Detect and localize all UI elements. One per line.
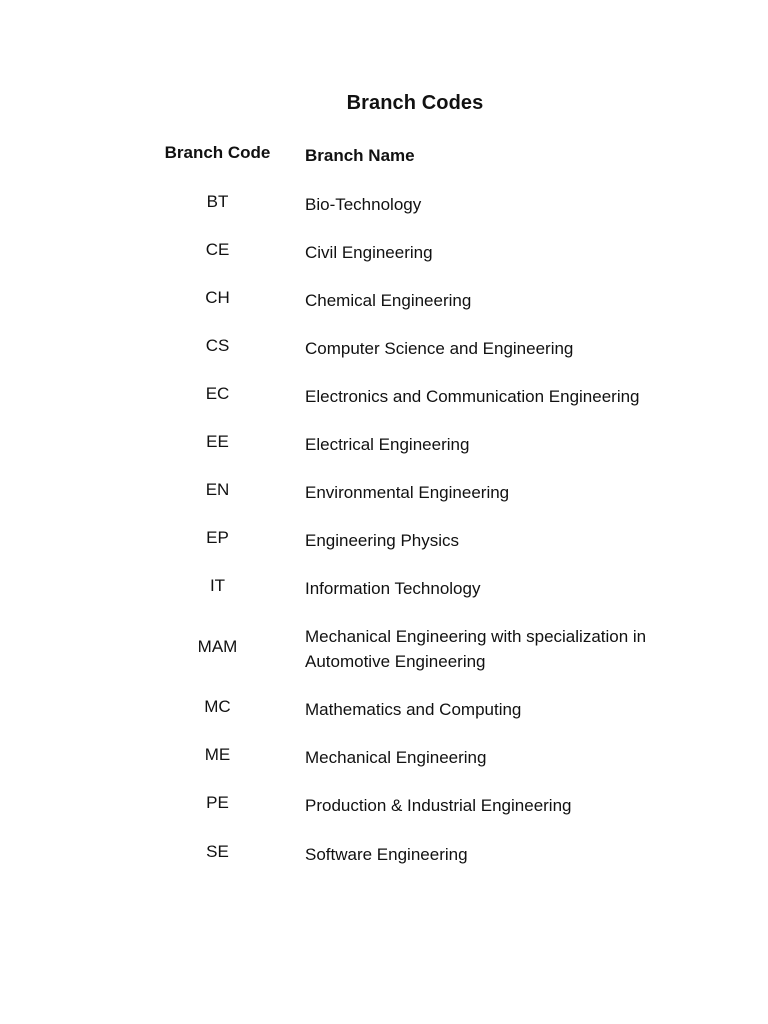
branch-code-cell: CE — [205, 240, 230, 259]
branch-name-cell: Mechanical Engineering — [305, 748, 487, 767]
header-branch-name: Branch Name — [305, 146, 415, 165]
page-title: Branch Codes — [346, 92, 484, 114]
branch-name-line: Automotive Engineering — [305, 652, 486, 671]
branch-name-cell: Information Technology — [305, 579, 481, 598]
branch-code-cell: EC — [205, 384, 230, 403]
branch-code-cell: EP — [206, 528, 229, 547]
branch-code-cell: PE — [206, 793, 229, 812]
branch-name-cell: Electrical Engineering — [305, 435, 470, 454]
branch-name-line: Mechanical Engineering with specialization in — [305, 627, 647, 646]
branch-code-cell: MC — [204, 697, 231, 716]
branch-code-cell: ME — [204, 745, 231, 764]
branch-code-cell: MAM — [197, 637, 238, 656]
branch-name-cell — [305, 624, 745, 674]
branch-code-cell: EE — [206, 432, 229, 451]
branch-code-cell: EN — [205, 480, 230, 499]
branch-name-cell: Computer Science and Engineering — [305, 339, 574, 358]
branch-code-cell: CH — [205, 288, 230, 307]
branch-code-cell: IT — [209, 576, 226, 595]
branch-code-cell: CS — [205, 336, 230, 355]
branch-code-cell: SE — [206, 842, 229, 861]
branch-name-cell: Environmental Engineering — [305, 483, 510, 502]
branch-name-cell: Software Engineering — [305, 845, 468, 864]
branch-name-cell: Production & Industrial Engineering — [305, 796, 572, 815]
header-branch-code: Branch Code — [164, 143, 271, 162]
branch-name-cell: Civil Engineering — [305, 243, 433, 262]
branch-name-cell: Chemical Engineering — [305, 291, 472, 310]
branch-name-cell: Mathematics and Computing — [305, 700, 522, 719]
branch-code-cell: BT — [206, 192, 229, 211]
branch-name-cell: Engineering Physics — [305, 531, 460, 550]
branch-name-cell: Electronics and Communication Engineering — [305, 387, 640, 406]
branch-name-cell: Bio-Technology — [305, 195, 422, 214]
